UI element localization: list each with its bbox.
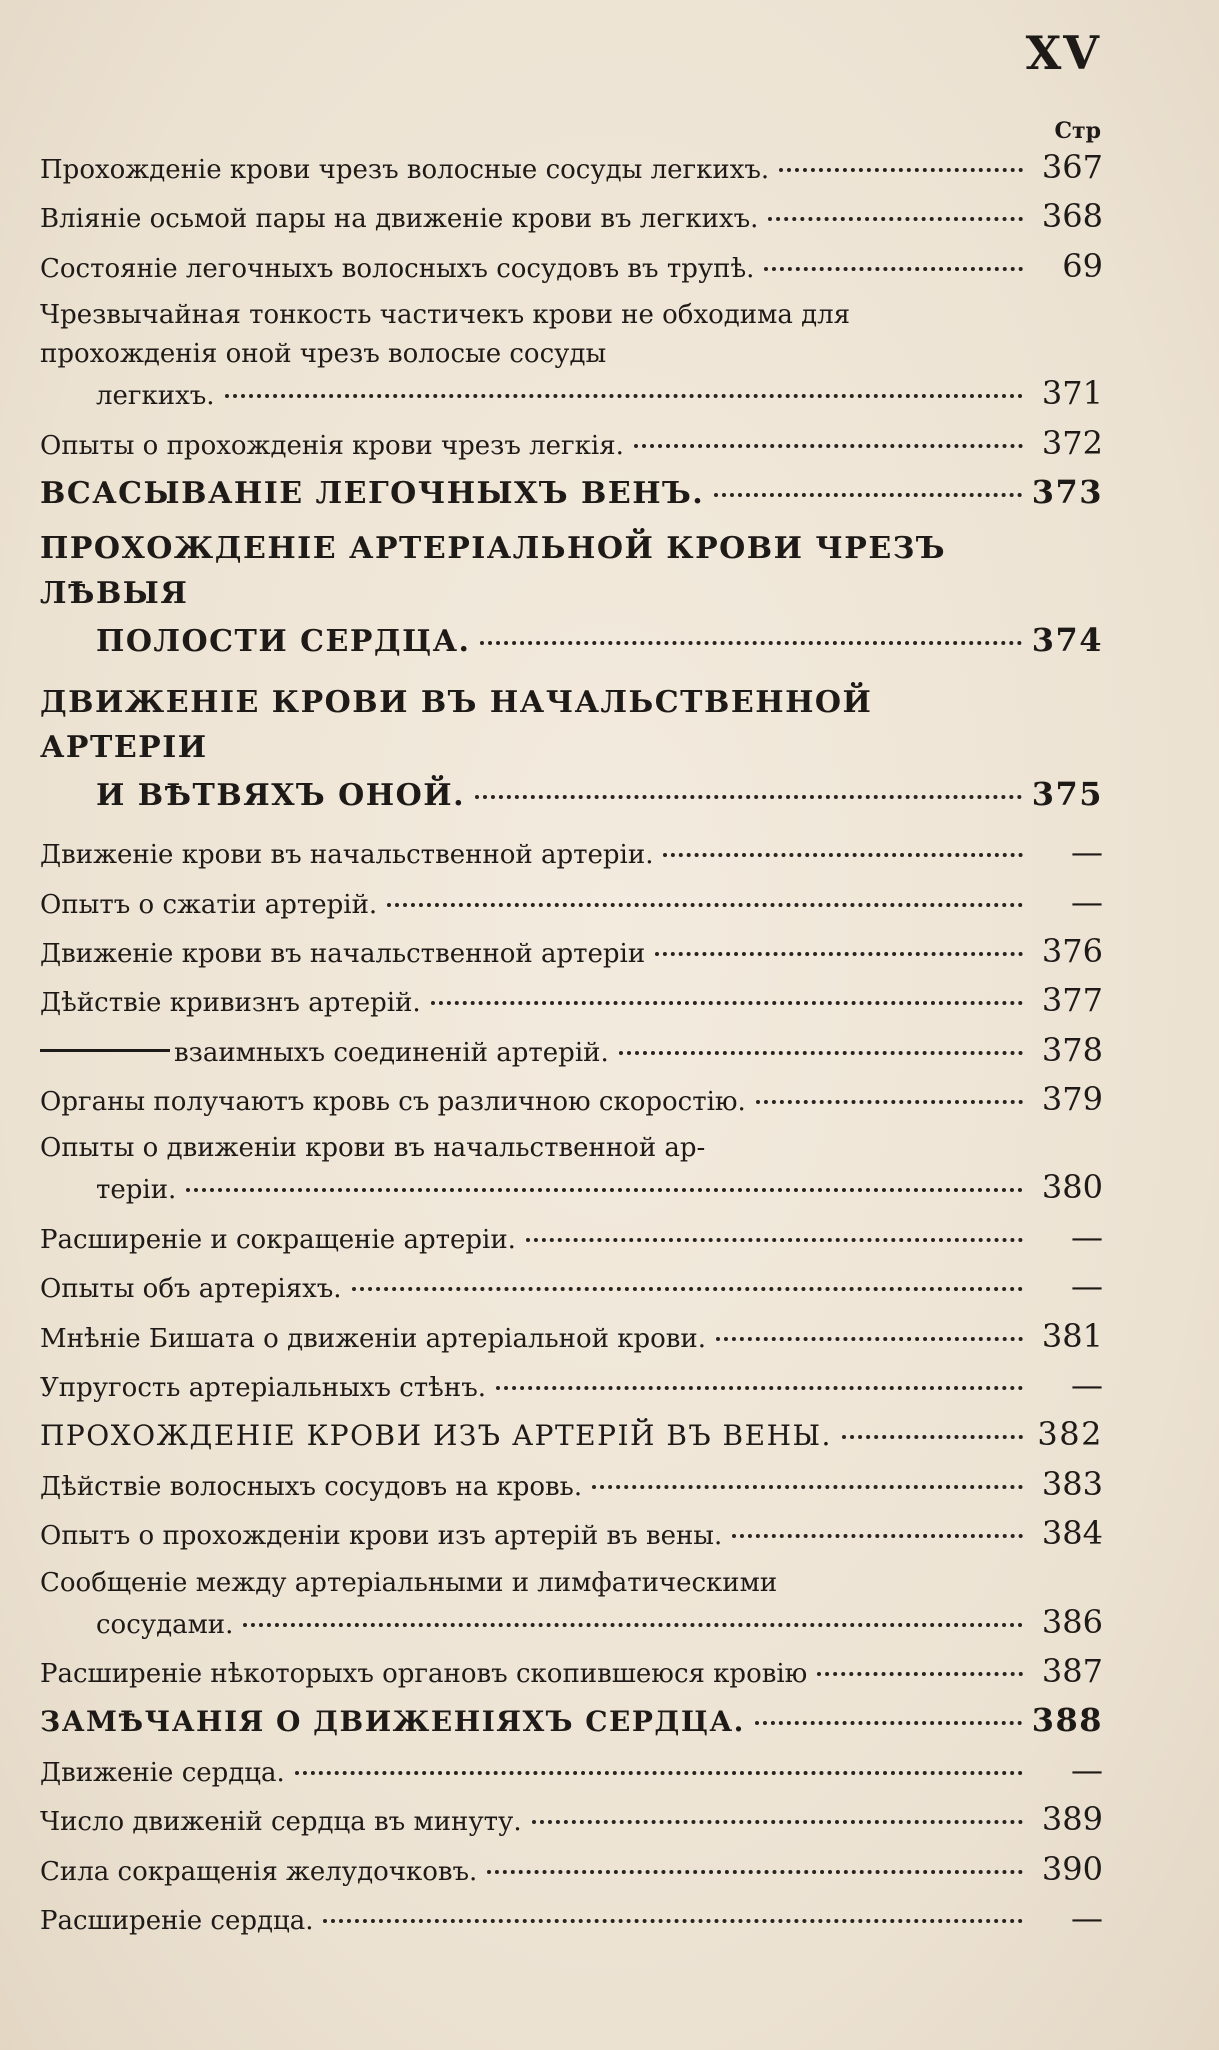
toc-entry xyxy=(40,197,1103,235)
toc-entry xyxy=(40,1218,1103,1256)
entry-title: ДВИЖЕНІЕ КРОВИ ВЪ НАЧАЛЬСТВЕННОЙ АРТЕРІИ xyxy=(40,684,873,765)
toc-entry xyxy=(40,1652,1103,1690)
entry-title: Прохожденіе крови чрезъ волосные сосуды легкихъ. xyxy=(40,155,770,185)
entry-title: Расширеніе нѣкоторыхъ органовъ скопившеюся кровію xyxy=(40,1659,808,1689)
entry-continuation-line xyxy=(40,1168,1103,1206)
toc-section-heading xyxy=(40,680,1103,820)
entry-page: 382 xyxy=(1037,1415,1103,1454)
entry-title: Число движеній сердца въ минуту. xyxy=(40,1807,522,1838)
toc-entry xyxy=(40,1031,1103,1069)
entry-title-continuation: И ВѢТВЯХЪ ОНОЙ. xyxy=(96,777,466,813)
toc-entry xyxy=(40,148,1103,186)
entry-page: 389 xyxy=(1041,1800,1103,1839)
toc-entry xyxy=(40,1465,1103,1503)
entry-page: 377 xyxy=(1041,981,1103,1020)
entry-title: Опыты о движеніи крови въ начальственной ар- xyxy=(40,1133,706,1164)
entry-page: 378 xyxy=(1041,1030,1103,1069)
entry-title: Дѣйствіе кривизнъ артерій. xyxy=(40,988,421,1019)
entry-title: Расширеніе сердца. xyxy=(40,1905,314,1936)
entry-continuation-line xyxy=(40,770,1103,820)
dot-leader xyxy=(716,1336,1023,1341)
entry-title-text: взаимныхъ соединеній артерій. xyxy=(174,1037,609,1068)
toc-section-heading xyxy=(40,1701,1103,1739)
dot-leader xyxy=(756,1099,1023,1104)
page-column-header: Стр xyxy=(1054,118,1101,144)
entry-continuation-line xyxy=(40,616,1103,666)
dot-leader xyxy=(663,852,1023,857)
entry-page: 367 xyxy=(1041,148,1103,186)
entry-title: Вліяніе осьмой пары на движеніе крови въ легкихъ. xyxy=(40,204,759,235)
toc-entry xyxy=(40,424,1103,462)
dot-leader xyxy=(532,1819,1023,1824)
toc-entry xyxy=(40,1267,1103,1305)
table-of-contents xyxy=(40,148,1103,1948)
entry-title: Состояніе легочныхъ волосныхъ сосудовъ въ трупѣ. xyxy=(40,253,755,284)
entry-title: Упругость артеріальныхъ стѣнъ. xyxy=(40,1373,486,1404)
toc-entry xyxy=(40,1514,1103,1552)
entry-page: — xyxy=(1071,882,1103,921)
toc-entry xyxy=(40,932,1103,970)
entry-page: 390 xyxy=(1041,1849,1103,1888)
entry-title: ВСАСЫВАНІЕ ЛЕГОЧНЫХЪ ВЕНЪ. xyxy=(40,475,705,511)
entry-page: 384 xyxy=(1041,1514,1103,1553)
dot-leader xyxy=(768,216,1023,221)
toc-entry xyxy=(40,1850,1103,1888)
entry-page: 373 xyxy=(1031,472,1103,511)
toc-entry xyxy=(40,1129,1103,1206)
dot-leader xyxy=(352,1286,1023,1291)
entry-page: — xyxy=(1071,1366,1103,1405)
toc-entry xyxy=(40,1899,1103,1937)
entry-title: Сообщеніе между артеріальными и лимфатическими xyxy=(40,1567,778,1598)
entry-title: Чрезвычайная тонкость частичекъ крови не обходима для прохожденія оной чрезъ волосые сосуды xyxy=(40,300,851,370)
entry-title: Расширеніе и сокращеніе артеріи. xyxy=(40,1224,516,1255)
toc-entry xyxy=(40,1317,1103,1355)
entry-page: — xyxy=(1071,1750,1103,1789)
entry-title: Движеніе крови въ начальственной артеріи. xyxy=(40,840,654,871)
entry-page: 374 xyxy=(1031,620,1103,659)
dot-leader xyxy=(755,1720,1022,1725)
entry-page: — xyxy=(1071,1217,1103,1256)
ditto-dash xyxy=(40,1049,170,1052)
toc-entry xyxy=(40,1751,1103,1789)
entry-title: ЗАМѢЧАНІЯ О ДВИЖЕНІЯХЪ СЕРДЦА. xyxy=(40,1705,745,1739)
dot-leader xyxy=(842,1434,1023,1439)
dot-leader xyxy=(764,266,1023,271)
entry-title: ПРОХОЖДЕНІЕ АРТЕРІАЛЬНОЙ КРОВИ ЧРЕЗЪ ЛѢВЫЯ xyxy=(40,530,947,611)
dot-leader xyxy=(779,167,1023,172)
dot-leader xyxy=(634,443,1023,448)
toc-section-heading xyxy=(40,526,1103,666)
entry-title: Движеніе крови въ начальственной артеріи xyxy=(40,938,646,969)
dot-leader xyxy=(714,492,1021,497)
entry-title: Дѣйствіе волосныхъ сосудовъ на кровь. xyxy=(40,1471,583,1502)
dot-leader xyxy=(295,1770,1023,1775)
entry-page: 69 xyxy=(1062,246,1103,285)
entry-title: Мнѣніе Бишата о движеніи артеріальной крови. xyxy=(40,1323,707,1354)
dot-leader xyxy=(387,902,1023,907)
entry-page: 379 xyxy=(1041,1080,1103,1119)
toc-entry xyxy=(40,981,1103,1019)
entry-page: 375 xyxy=(1031,774,1103,813)
entry-page: 371 xyxy=(1041,374,1103,413)
dot-leader xyxy=(526,1237,1023,1242)
entry-title: Сила сокращенія желудочковъ. xyxy=(40,1856,478,1887)
entry-title-continuation: сосудами. xyxy=(96,1609,234,1640)
dot-leader xyxy=(655,951,1023,956)
dot-leader xyxy=(619,1050,1023,1055)
entry-page: 372 xyxy=(1041,423,1103,462)
entry-title: ПРОХОЖДЕНІЕ КРОВИ ИЗЪ АРТЕРІЙ ВЪ ВЕНЫ. xyxy=(40,1419,832,1453)
entry-page: 383 xyxy=(1041,1464,1103,1503)
entry-title: Опыты объ артеріяхъ. xyxy=(40,1274,342,1305)
dot-leader xyxy=(323,1918,1023,1923)
entry-page: — xyxy=(1071,1267,1103,1306)
entry-page: 380 xyxy=(1041,1168,1103,1207)
entry-continuation-line xyxy=(40,374,1103,412)
entry-continuation-line xyxy=(40,1603,1103,1641)
toc-entry xyxy=(40,1564,1103,1641)
dot-leader xyxy=(243,1622,1023,1627)
toc-entry xyxy=(40,1366,1103,1404)
toc-entry xyxy=(40,1080,1103,1118)
dot-leader xyxy=(480,640,1021,645)
entry-title-continuation: ПОЛОСТИ СЕРДЦА. xyxy=(96,623,471,659)
toc-entry xyxy=(40,296,1103,412)
entry-title: Опытъ о сжатіи артерій. xyxy=(40,889,378,920)
dot-leader xyxy=(592,1484,1023,1489)
toc-entry xyxy=(40,883,1103,921)
entry-title-continuation: теріи. xyxy=(96,1175,177,1206)
entry-title xyxy=(40,1038,609,1069)
toc-section-heading xyxy=(40,473,1103,512)
entry-page: 376 xyxy=(1041,931,1103,970)
page-folio: XV xyxy=(1025,26,1101,80)
dot-leader xyxy=(487,1869,1023,1874)
dot-leader xyxy=(496,1385,1023,1390)
dot-leader xyxy=(732,1533,1023,1538)
entry-title: Движеніе сердца. xyxy=(40,1757,285,1788)
entry-page: 368 xyxy=(1041,197,1103,236)
toc-section-heading xyxy=(40,1415,1103,1453)
dot-leader xyxy=(475,794,1022,799)
dot-leader xyxy=(817,1671,1023,1676)
toc-entry xyxy=(40,833,1103,871)
entry-page: — xyxy=(1071,833,1103,872)
entry-page: 381 xyxy=(1041,1316,1103,1355)
dot-leader xyxy=(186,1187,1023,1192)
toc-entry xyxy=(40,247,1103,285)
entry-page: 388 xyxy=(1031,1701,1103,1740)
dot-leader xyxy=(431,1000,1023,1005)
entry-title-continuation: легкихъ. xyxy=(96,381,215,412)
entry-title: Опытъ о прохожденіи крови изъ артерій въ вены. xyxy=(40,1521,723,1552)
entry-page: — xyxy=(1071,1898,1103,1937)
toc-entry xyxy=(40,1800,1103,1838)
dot-leader xyxy=(225,393,1023,398)
entry-title: Опыты о прохожденія крови чрезъ легкія. xyxy=(40,430,624,461)
entry-title: Органы получаютъ кровь съ различною скоростію. xyxy=(40,1087,746,1118)
entry-page: 386 xyxy=(1041,1602,1103,1641)
entry-page: 387 xyxy=(1041,1652,1103,1690)
